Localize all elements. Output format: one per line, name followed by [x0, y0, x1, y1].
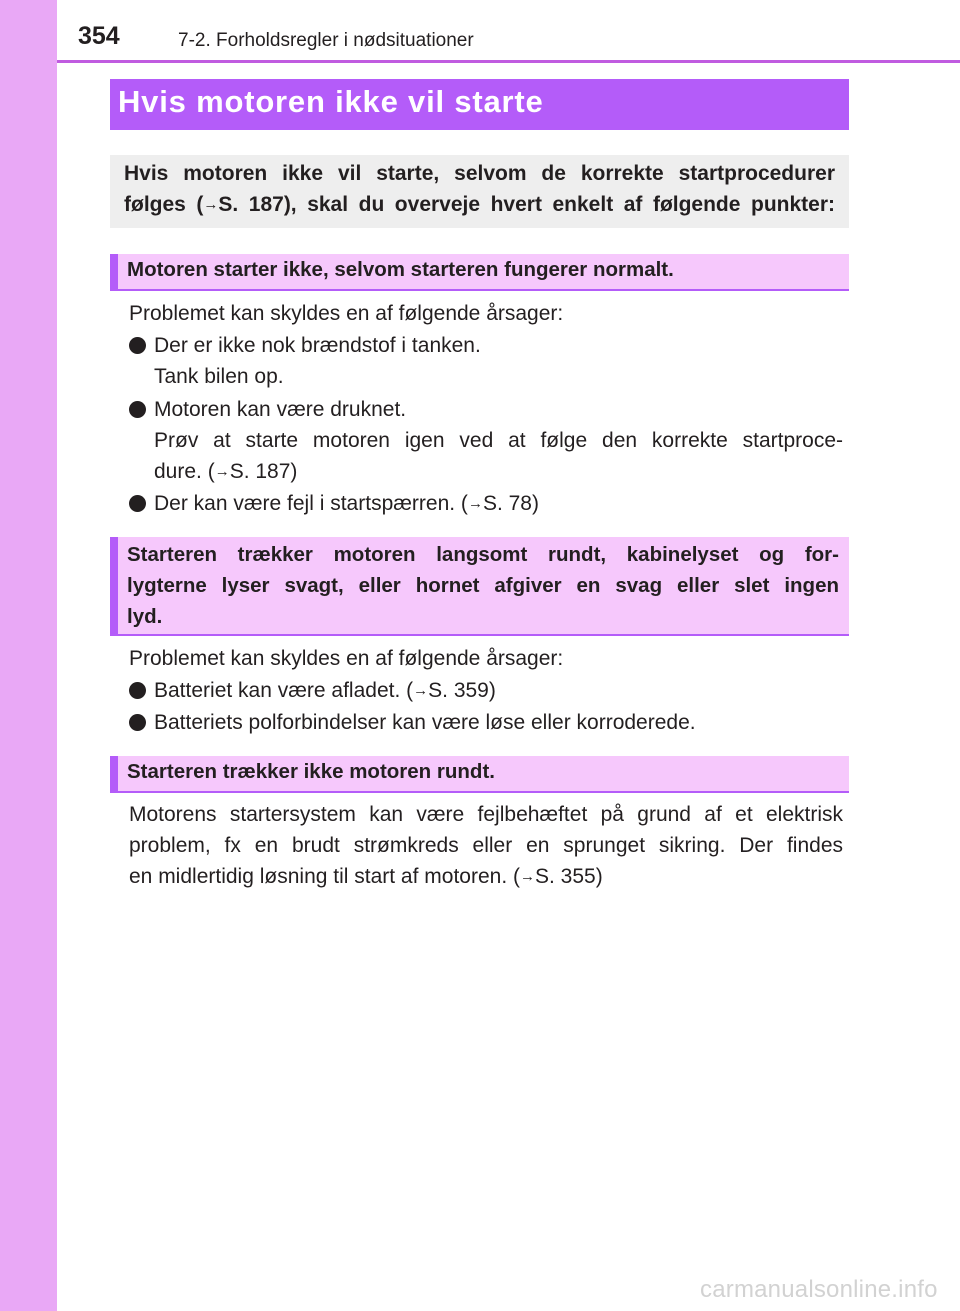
bullet-text: Der er ikke nok brændstof i tanken.	[154, 334, 481, 357]
bullet-icon	[129, 682, 146, 699]
page-title-bar	[110, 79, 849, 130]
section-3-body-line-2: problem, fx en brudt strømkreds eller en sprunget sikring. Der findes	[129, 834, 843, 857]
bullet-text: Batteriets polforbindelser kan være løse eller korroderede.	[154, 711, 696, 734]
chapter-heading: 7-2. Forholdsregler i nødsituationer	[178, 30, 474, 51]
section-heading-2-line-3: lyd.	[127, 605, 163, 628]
bullet-icon	[129, 495, 146, 512]
section-heading-2	[110, 537, 849, 636]
section-3-body-line-1: Motorens startersystem kan være fejlbehæftet på grund af et elektrisk	[129, 803, 843, 826]
side-tab-strip	[0, 0, 57, 1311]
bullet-text	[154, 488, 843, 521]
arrow-icon: →	[203, 196, 219, 213]
page-ref-link[interactable]: S. 187)	[229, 460, 298, 483]
bullet-subtext: Prøv at starte motoren igen ved at følge den korrekte startproce-	[154, 429, 843, 452]
list-item	[129, 330, 843, 392]
bullet-text-start: Batteriet kan være afladet. (	[154, 679, 414, 702]
section-2-lead: Problemet kan skyldes en af følgende årsager:	[129, 647, 564, 670]
section-heading-1	[110, 254, 849, 291]
section-heading-3	[110, 756, 849, 793]
list-item	[129, 707, 843, 738]
bullet-text	[154, 675, 843, 708]
list-item	[129, 675, 843, 708]
arrow-icon: →	[467, 495, 483, 512]
section-1-lead: Problemet kan skyldes en af følgende årsager:	[129, 302, 564, 325]
bullet-icon	[129, 401, 146, 418]
intro-line-1: Hvis motoren ikke vil starte, selvom de korrekte startprocedurer	[124, 162, 835, 185]
page-number: 354	[78, 22, 120, 50]
bullet-icon	[129, 714, 146, 731]
section-heading-3-text: Starteren trækker ikke motoren rundt.	[127, 760, 495, 783]
watermark: carmanualsonline.info	[700, 1276, 938, 1303]
page-ref-link[interactable]: S. 355)	[534, 865, 603, 888]
bullet-text-start: Der kan være fejl i startspærren. (	[154, 492, 468, 515]
section-3-body-line-3	[129, 861, 843, 894]
section-3-body-line-3-start: en midlertidig løsning til start af motoren. (	[129, 865, 520, 888]
bullet-subtext: Tank bilen op.	[154, 365, 284, 388]
intro-page-ref[interactable]: S. 187), skal du overveje hvert enkelt af følgende punkter:	[218, 193, 835, 216]
section-3-body	[129, 799, 843, 894]
bullet-subtext	[154, 456, 843, 489]
arrow-icon: →	[413, 682, 429, 699]
intro-line-2-start: følges (	[124, 193, 204, 216]
page-ref-link[interactable]: S. 359)	[428, 679, 496, 702]
section-heading-2-line-1: Starteren trækker motoren langsomt rundt, kabinelyset og for-	[127, 543, 839, 566]
page-title: Hvis motoren ikke vil starte	[118, 84, 544, 119]
arrow-icon: →	[519, 868, 535, 885]
bullet-text: Motoren kan være druknet.	[154, 398, 407, 421]
intro-box	[110, 155, 849, 228]
list-item	[129, 394, 843, 489]
section-heading-1-text: Motoren starter ikke, selvom starteren fungerer normalt.	[127, 258, 674, 281]
page-ref-link[interactable]: S. 78)	[482, 492, 539, 515]
section-heading-2-line-2: lygterne lyser svagt, eller hornet afgiver en svag eller slet ingen	[127, 574, 839, 597]
list-item	[129, 488, 843, 521]
arrow-icon: →	[214, 463, 230, 480]
bullet-icon	[129, 337, 146, 354]
header-rule	[57, 60, 960, 63]
intro-line-2	[124, 189, 835, 222]
bullet-subtext-start: dure. (	[154, 460, 215, 483]
